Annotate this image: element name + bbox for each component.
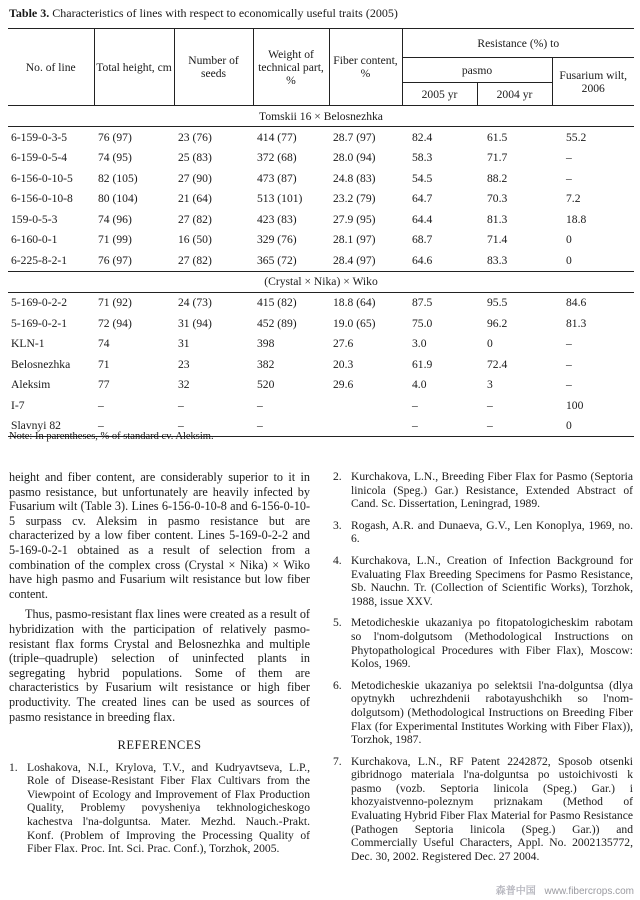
- table-cell: 83.3: [487, 253, 508, 267]
- table-cell: 32: [178, 378, 190, 392]
- table-cell: –: [257, 419, 263, 433]
- table-cell: 64.6: [412, 253, 433, 267]
- table-cell: 398: [257, 337, 275, 351]
- table-cell: 0: [487, 337, 493, 351]
- header-fusarium: Fusarium wilt, 2006: [552, 58, 634, 106]
- table-title: Characteristics of lines with respect to economically useful traits (2005): [52, 6, 398, 20]
- header-resistance: Resistance (%) to: [402, 29, 634, 58]
- table-cell: 520: [257, 378, 275, 392]
- table-cell: 61.9: [412, 357, 433, 371]
- table-cell: 382: [257, 357, 275, 371]
- table-row: [8, 189, 634, 210]
- reference-item: [333, 679, 633, 747]
- table-cell: 71: [98, 357, 110, 371]
- table-cell: 27 (82): [178, 212, 212, 226]
- table-cell: 24 (73): [178, 296, 212, 310]
- table-cell: 24.8 (83): [333, 171, 376, 185]
- group-title: (Crystal × Nika) × Wiko: [8, 271, 634, 292]
- table-cell: 88.2: [487, 171, 508, 185]
- table-cell: 19.0 (65): [333, 316, 376, 330]
- table-cell: Belosnezhka: [11, 357, 71, 371]
- table-caption: [9, 6, 634, 21]
- table-cell: 0: [566, 419, 572, 433]
- traits-table: [8, 28, 634, 437]
- table-cell: 95.5: [487, 296, 508, 310]
- reference-text: Rogash, A.R. and Dunaeva, G.V., Len Konoplya, 1969, no. 6.: [351, 518, 633, 546]
- table-cell: 5-169-0-2-1: [11, 316, 68, 330]
- table-cell: –: [566, 337, 572, 351]
- table-cell: 64.7: [412, 192, 433, 206]
- watermark-url: www.fibercrops.com: [544, 886, 634, 897]
- table-row: [8, 375, 634, 396]
- table-cell: 0: [566, 233, 572, 247]
- header-number-of-seeds: Number of seeds: [174, 29, 253, 106]
- table-cell: 81.3: [566, 316, 587, 330]
- table-cell: 6-159-0-5-4: [11, 151, 68, 165]
- table-cell: Slavnyi 82: [11, 419, 61, 433]
- table-cell: 21 (64): [178, 192, 212, 206]
- table-row: [8, 148, 634, 169]
- table-cell: –: [487, 398, 493, 412]
- header-weight: Weight of technical part, %: [253, 29, 329, 106]
- table-row: [8, 334, 634, 355]
- table-cell: 71 (92): [98, 296, 132, 310]
- reference-text: Kurchakova, L.N., RF Patent 2242872, Sposob otsenki gibridnogo materiala l'na-dolguntsa po ustoichivosti k pasmo (vozb. Septoria linicola (Speg.) Gar.) i khozyaistvenno-poleznym priznakam (Method of Evaluating Hybrid Fiber Flax Material for Pasmo Resistance (Pathogen Septoria linicola (Speg.) Gar.)) and Commercially Useful Characters, Appl. No. 2002135772, Dec. 30, 2002. Registered Dec. 27 2004.: [351, 754, 633, 863]
- table-cell: –: [98, 419, 104, 433]
- table-row: [8, 250, 634, 271]
- table-cell: 23.2 (79): [333, 192, 376, 206]
- table-cell: –: [98, 398, 104, 412]
- table-cell: 74 (95): [98, 151, 132, 165]
- table-cell: 6-225-8-2-1: [11, 253, 68, 267]
- table-cell: 414 (77): [257, 130, 297, 144]
- group-title: Tomskii 16 × Belosnezhka: [8, 106, 634, 127]
- table-cell: 23 (76): [178, 130, 212, 144]
- table-cell: 76 (97): [98, 253, 132, 267]
- table-cell: 64.4: [412, 212, 433, 226]
- table-cell: 23: [178, 357, 190, 371]
- table-cell: 82.4: [412, 130, 433, 144]
- reference-number: 4.: [333, 553, 342, 567]
- table-group-row: [8, 271, 634, 292]
- reference-text: Metodicheskie ukazaniya po selektsii l'na-dolguntsa (dlya opytnykh uchrezhdenii rabotayushchikh so l'nom-dolgutsom) (Methodological Instructions on Breeding Fiber Flax (for Experimental Institutes Working with Fiber Flax)), Torzhok, 1987.: [351, 678, 633, 747]
- table-cell: 80 (104): [98, 192, 138, 206]
- table-cell: 72 (94): [98, 316, 132, 330]
- right-column: [333, 470, 633, 871]
- body-paragraph-1: height and fiber content, are considerably superior to it in pasmo resistance, but unfortunately are heavily infected by Fusarium wilt (Table 3). Lines 6-156-0-10-8 and 6-156-0-10-5 surpass cv. Aleksim in pasmo resistance but are characterized by a low fiber content. Lines 5-169-0-2-2 and 5-169-0-2-1 obtained as a result of selection from a combination of the complex cross (Crystal × Nika) × Wiko have high pasmo and Fusarium wilt resistance but low fiber content.: [9, 470, 310, 601]
- table-body: [8, 106, 634, 437]
- table-label: Table 3.: [9, 6, 50, 20]
- table-cell: 18.8 (64): [333, 296, 376, 310]
- table-cell: 87.5: [412, 296, 433, 310]
- table-cell: 28.1 (97): [333, 233, 376, 247]
- table-cell: 82 (105): [98, 171, 138, 185]
- table-cell: I-7: [11, 398, 25, 412]
- table-cell: 27 (90): [178, 171, 212, 185]
- table-cell: 3: [487, 378, 493, 392]
- table-cell: 71 (99): [98, 233, 132, 247]
- table-cell: –: [487, 419, 493, 433]
- header-no-of-line: No. of line: [8, 29, 94, 106]
- header-fiber-content: Fiber content, %: [329, 29, 402, 106]
- table-row: [8, 313, 634, 334]
- reference-item: [333, 616, 633, 670]
- table-cell: 28.4 (97): [333, 253, 376, 267]
- table-cell: 372 (68): [257, 151, 297, 165]
- table-cell: –: [412, 398, 418, 412]
- table-cell: 513 (101): [257, 192, 303, 206]
- table-cell: 16 (50): [178, 233, 212, 247]
- table-cell: 74: [98, 337, 110, 351]
- table-header-row-1: [8, 29, 634, 58]
- table-cell: 71.4: [487, 233, 508, 247]
- table-cell: 28.0 (94): [333, 151, 376, 165]
- table-cell: 365 (72): [257, 253, 297, 267]
- reference-item: [333, 470, 633, 511]
- table-cell: 70.3: [487, 192, 508, 206]
- table-cell: 0: [566, 253, 572, 267]
- table-cell: 55.2: [566, 130, 587, 144]
- table-cell: 6-156-0-10-5: [11, 171, 73, 185]
- table-cell: 5-169-0-2-2: [11, 296, 68, 310]
- table-row: [8, 395, 634, 416]
- table-cell: –: [566, 151, 572, 165]
- table-cell: [329, 395, 402, 416]
- table-cell: 3.0: [412, 337, 427, 351]
- reference-item: [333, 755, 633, 864]
- table-row: [8, 168, 634, 189]
- reference-number: 2.: [333, 470, 342, 483]
- reference-text: Loshakova, N.I., Krylova, T.V., and Kudryavtseva, L.P., Role of Disease-Resistant Fiber Flax Cultivars from the Viewpoint of Ecology and Improvement of Flax Production Quality, Problemy povysheniya tekhnologicheskogo kachestva l'na-dolguntsa. Mater. Mezhd. Nauch.-Prakt. Konf. (Problem of Improving the Processing Quality of Fiber Flax. Proc. Int. Sci. Prac. Conf.), Torzhok, 2005.: [27, 760, 310, 856]
- table-row: [8, 127, 634, 148]
- table-cell: 4.0: [412, 378, 427, 392]
- table-cell: –: [257, 398, 263, 412]
- table-group-row: [8, 106, 634, 127]
- table-cell: 31: [178, 337, 190, 351]
- table-cell: 329 (76): [257, 233, 297, 247]
- table-cell: 29.6: [333, 378, 354, 392]
- header-2004: 2004 yr: [477, 83, 552, 106]
- table-cell: 452 (89): [257, 316, 297, 330]
- header-total-height: Total height, cm: [94, 29, 174, 106]
- reference-text: Metodicheskie ukazaniya po fitopatologicheskim rabotam so l'nom-dolgutsom (Methodological Instructions on Phytopathological Procedures with Fiber Flax), Moscow: Kolos, 1969.: [351, 616, 633, 671]
- reference-item: [333, 554, 633, 608]
- table-cell: –: [178, 419, 184, 433]
- table-cell: 72.4: [487, 357, 508, 371]
- table-cell: 76 (97): [98, 130, 132, 144]
- table-cell: 18.8: [566, 212, 587, 226]
- table-cell: 159-0-5-3: [11, 212, 58, 226]
- table-cell: –: [566, 378, 572, 392]
- table-cell: 96.2: [487, 316, 508, 330]
- table-cell: 415 (82): [257, 296, 297, 310]
- table-cell: –: [178, 398, 184, 412]
- table-cell: 27.6: [333, 337, 354, 351]
- table-cell: Aleksim: [11, 378, 51, 392]
- table-cell: 473 (87): [257, 171, 297, 185]
- header-2005: 2005 yr: [402, 83, 477, 106]
- left-column: [9, 470, 310, 864]
- table-row: [8, 354, 634, 375]
- header-pasmo: pasmo: [402, 58, 552, 83]
- table-cell: 100: [566, 398, 584, 412]
- table-cell: [329, 416, 402, 437]
- table-cell: 68.7: [412, 233, 433, 247]
- table-cell: 27 (82): [178, 253, 212, 267]
- table-note: Note: In parentheses, % of standard cv. Aleksim.: [9, 431, 214, 442]
- table-cell: 27.9 (95): [333, 212, 376, 226]
- reference-number: 7.: [333, 754, 342, 768]
- table-cell: 77: [98, 378, 110, 392]
- table-cell: KLN-1: [11, 337, 45, 351]
- table-row: [8, 209, 634, 230]
- table-cell: 7.2: [566, 192, 581, 206]
- table-cell: 61.5: [487, 130, 508, 144]
- watermark-logo: 森普中国: [495, 886, 536, 897]
- table-cell: 31 (94): [178, 316, 212, 330]
- table-cell: 6-156-0-10-8: [11, 192, 73, 206]
- table-cell: 25 (83): [178, 151, 212, 165]
- table-cell: 74 (96): [98, 212, 132, 226]
- table-cell: 81.3: [487, 212, 508, 226]
- table-row: [8, 292, 634, 313]
- table-cell: 75.0: [412, 316, 433, 330]
- table-cell: –: [566, 171, 572, 185]
- reference-text: Kurchakova, L.N., Creation of Infection Background for Evaluating Flax Breeding Specimens for Pasmo Resistance, Sb. Nauchn. Tr. (Collection of Scientific Works), Torzhok, 1988, issue XXV.: [351, 553, 633, 608]
- body-paragraph-2: Thus, pasmo-resistant flax lines were created as a result of hybridization with the participation of relatively pasmo-resistant flax forms Crystal and Belosnezhka and multiple (triple–quadruple) selection of uninfected plants in segregating hybrid populations. Some of them are characteristics by Fusarium wilt resistance or high fiber productivity. The created lines can be used as sources of pasmo resistance in breeding flax.: [9, 607, 310, 724]
- reference-number: 1.: [9, 760, 18, 774]
- table-cell: 28.7 (97): [333, 130, 376, 144]
- table-cell: 6-159-0-3-5: [11, 130, 68, 144]
- references-heading: REFERENCES: [117, 738, 202, 753]
- reference-text: Kurchakova, L.N., Breeding Fiber Flax for Pasmo (Septoria linicola (Speg.) Gar.) Resistance, Extended Abstract of Cand. Sc. Dissertation, Leningrad, 1989.: [351, 470, 633, 511]
- table-cell: 58.3: [412, 151, 433, 165]
- reference-item: [9, 761, 310, 856]
- watermark: [496, 882, 634, 897]
- reference-number: 5.: [333, 616, 342, 630]
- table-cell: 6-160-0-1: [11, 233, 58, 247]
- reference-number: 3.: [333, 518, 342, 532]
- reference-number: 6.: [333, 678, 342, 692]
- table-cell: 54.5: [412, 171, 433, 185]
- table-cell: 20.3: [333, 357, 354, 371]
- table-cell: –: [566, 357, 572, 371]
- table-row: [8, 230, 634, 251]
- table-cell: 423 (83): [257, 212, 297, 226]
- table-cell: 71.7: [487, 151, 508, 165]
- table-cell: –: [412, 419, 418, 433]
- reference-item: [333, 519, 633, 546]
- table-cell: 84.6: [566, 296, 587, 310]
